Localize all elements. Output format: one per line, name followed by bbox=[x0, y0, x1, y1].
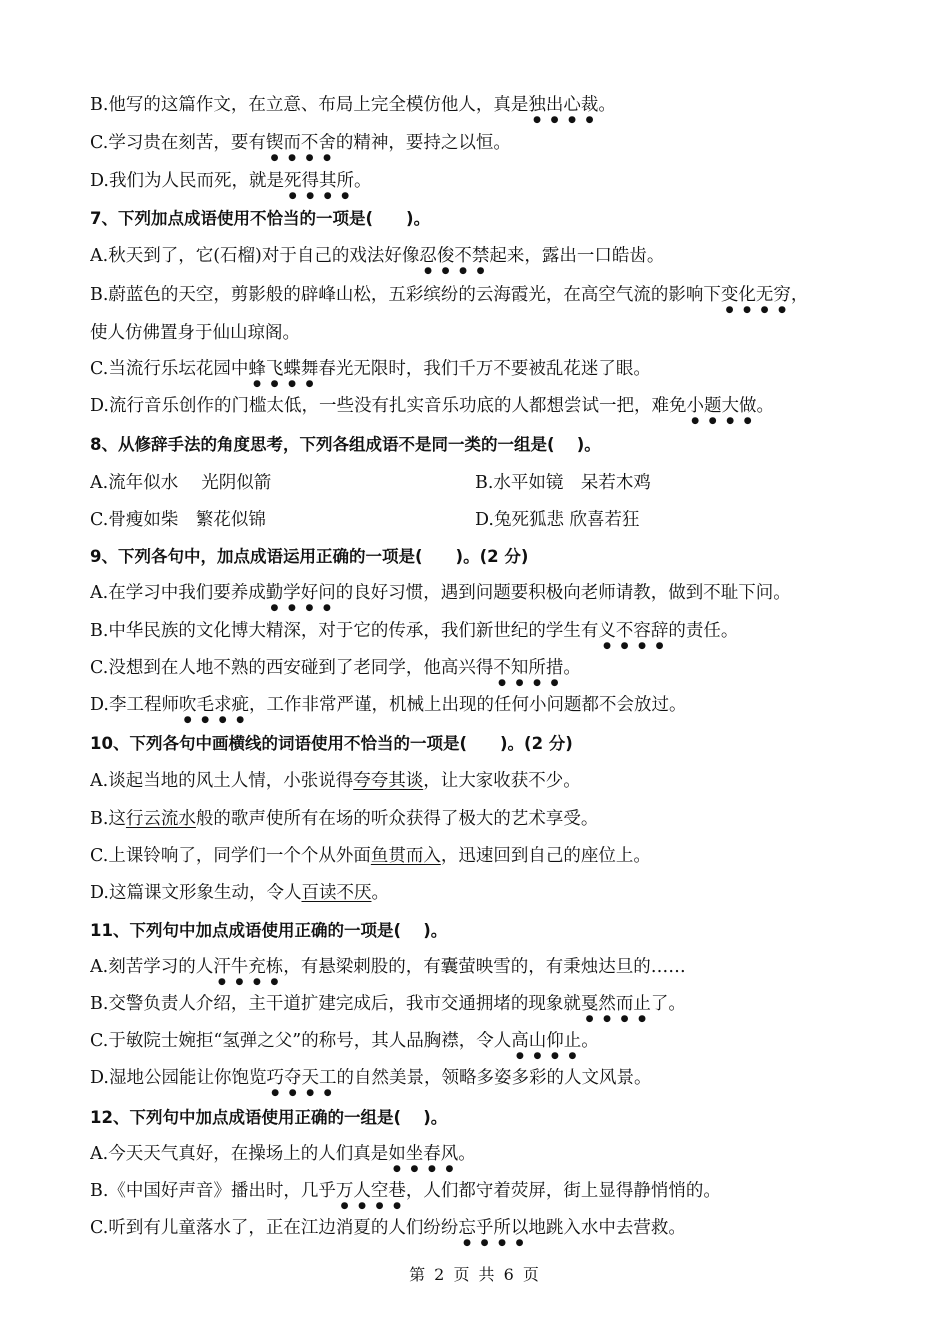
option-text: 。 bbox=[756, 396, 774, 416]
dotted-idiom: 万人空巷 bbox=[335, 1181, 406, 1201]
q12-stem: 12、下列句中加点成语使用正确的一组是( )。 bbox=[90, 1108, 448, 1127]
dotted-idiom: 忘乎所以 bbox=[458, 1218, 529, 1238]
dotted-idiom: 义不容辞 bbox=[598, 621, 669, 641]
q8-option-d: D.兔死狐悲 欣喜若狂 bbox=[475, 510, 640, 530]
option-text: 。 bbox=[371, 883, 389, 903]
option-text: 起来，露出一口皓齿。 bbox=[489, 246, 665, 266]
option-text: ，让大家收获不少。 bbox=[423, 771, 581, 791]
option-text: ，工作非常严谨，机械上出现的任何小问题都不会放过。 bbox=[248, 695, 687, 715]
option-text: C.没想到在人地不熟的西安碰到了老同学，他高兴得 bbox=[90, 658, 494, 678]
option-text: A.谈起当地的风土人情，小张说得 bbox=[90, 771, 354, 791]
q6-option-d bbox=[90, 168, 880, 201]
underlined-phrase: 夸夸其谈 bbox=[353, 771, 424, 791]
option-text: A.今天天气真好，在操场上的人们真是 bbox=[90, 1144, 389, 1164]
option-text: D.流行音乐创作的门槛太低，一些没有扎实音乐功底的人都想尝试一把，难免 bbox=[90, 396, 687, 416]
q11-option-c bbox=[90, 1028, 880, 1061]
q8-row-2 bbox=[90, 507, 880, 533]
q9-option-a bbox=[90, 580, 880, 613]
q7-option-d bbox=[90, 393, 880, 426]
q7-option-b-cont: 使人仿佛置身于仙山琼阁。 bbox=[90, 323, 300, 343]
q12-option-c bbox=[90, 1215, 880, 1248]
q11-stem: 11、下列句中加点成语使用正确的一项是( )。 bbox=[90, 921, 448, 940]
option-text: B.《中国好声音》播出时，几乎 bbox=[90, 1181, 336, 1201]
dotted-idiom: 变化无穷 bbox=[720, 285, 791, 305]
option-text: C.当流行乐坛花园中 bbox=[90, 359, 249, 379]
q9-option-b bbox=[90, 618, 880, 651]
q8-option-a: A.流年似水 光阴似箭 bbox=[90, 473, 272, 493]
underlined-phrase: 行云流水 bbox=[125, 809, 196, 829]
q8-option-c: C.骨瘦如柴 繁花似锦 bbox=[90, 510, 266, 530]
option-text: 。 bbox=[353, 171, 372, 191]
dotted-idiom: 巧夺天工 bbox=[266, 1068, 337, 1088]
q11-option-d bbox=[90, 1065, 880, 1098]
option-text: ，迅速回到自己的座位上。 bbox=[440, 846, 651, 866]
option-text: D.我们为人民而死，就是 bbox=[90, 171, 284, 191]
dotted-idiom: 死得其所 bbox=[283, 171, 354, 191]
dotted-idiom: 如坐春风 bbox=[388, 1144, 459, 1164]
option-text: 的精神，要持之以恒。 bbox=[335, 133, 511, 153]
q11-option-b bbox=[90, 991, 880, 1024]
option-text: D.李工程师 bbox=[90, 695, 179, 715]
q10-option-b bbox=[90, 806, 880, 832]
dotted-idiom: 吹毛求疵 bbox=[178, 695, 249, 715]
option-text: A.刻苦学习的人 bbox=[90, 957, 214, 977]
option-text: ， bbox=[790, 285, 809, 305]
q8-row-1 bbox=[90, 470, 880, 496]
dotted-idiom: 小题大做 bbox=[686, 396, 757, 416]
dotted-idiom: 独出心裁 bbox=[528, 95, 599, 115]
option-text: 的自然美景，领略多姿多彩的人文风景。 bbox=[336, 1068, 652, 1088]
option-text: 般的歌声使所有在场的听众获得了极大的艺术享受。 bbox=[195, 809, 599, 829]
q8-option-b: B.水平如镜 呆若木鸡 bbox=[475, 473, 651, 493]
q7-stem: 7、下列加点成语使用不恰当的一项是( )。 bbox=[90, 209, 431, 228]
option-text: 。 bbox=[458, 1144, 476, 1164]
dotted-idiom: 勤学好问 bbox=[265, 583, 336, 603]
q7-option-b bbox=[90, 282, 880, 315]
q9-option-c bbox=[90, 655, 880, 688]
option-text: C.上课铃响了，同学们一个个从外面 bbox=[90, 846, 371, 866]
dotted-idiom: 忍俊不禁 bbox=[419, 246, 490, 266]
q6-option-b bbox=[90, 92, 880, 125]
option-text: B.蔚蓝色的天空，剪影般的辟峰山松，五彩缤纷的云海霞光，在高空气流的影响下 bbox=[90, 285, 721, 305]
q10-option-c bbox=[90, 843, 880, 869]
option-text: 。 bbox=[581, 1031, 599, 1051]
dotted-idiom: 戛然而止 bbox=[580, 994, 651, 1014]
option-text: D.湿地公园能让你饱览 bbox=[90, 1068, 267, 1088]
q8-stem: 8、从修辞手法的角度思考，下列各组成语不是同一类的一组是( )。 bbox=[90, 435, 601, 454]
option-text: 的良好习惯，遇到问题要积极向老师请教，做到不耻下问。 bbox=[335, 583, 791, 603]
option-text: C.学习贵在刻苦，要有 bbox=[90, 133, 266, 153]
option-text: C.于敏院士婉拒“氢弹之父”的称号，其人品胸襟，令人 bbox=[90, 1031, 512, 1051]
option-text: A.在学习中我们要养成 bbox=[90, 583, 266, 603]
option-text: 。 bbox=[563, 658, 581, 678]
underlined-phrase: 鱼贯而入 bbox=[370, 846, 441, 866]
dotted-idiom: 蜂飞蝶舞 bbox=[248, 359, 319, 379]
option-text: 地跳入水中去营救。 bbox=[528, 1218, 686, 1238]
q11-option-a bbox=[90, 954, 880, 987]
option-text: 春光无限时，我们千万不要被乱花迷了眼。 bbox=[318, 359, 651, 379]
q7-option-a bbox=[90, 243, 880, 276]
option-text: B.中华民族的文化博大精深，对于它的传承，我们新世纪的学生有 bbox=[90, 621, 599, 641]
q10-option-a bbox=[90, 768, 880, 794]
option-text: B.交警负责人介绍，主干道扩建完成后，我市交通拥堵的现象就 bbox=[90, 994, 581, 1014]
q12-option-b bbox=[90, 1178, 880, 1211]
q12-option-a bbox=[90, 1141, 880, 1174]
q10-stem: 10、下列各句中画横线的词语使用不恰当的一项是( )。(2 分) bbox=[90, 734, 573, 753]
option-text: D.这篇课文形象生动，令人 bbox=[90, 883, 302, 903]
dotted-idiom: 锲而不舍 bbox=[265, 133, 336, 153]
option-text: 了。 bbox=[650, 994, 686, 1014]
option-text: 的责任。 bbox=[668, 621, 739, 641]
option-text: B.这 bbox=[90, 809, 126, 829]
q9-stem: 9、下列各句中，加点成语运用正确的一项是( )。(2 分) bbox=[90, 547, 529, 566]
dotted-idiom: 汗牛充栋 bbox=[213, 957, 284, 977]
option-text: A.秋天到了，它(石榴)对于自己的戏法好像 bbox=[90, 246, 420, 266]
q10-option-d bbox=[90, 880, 880, 906]
option-text: 。 bbox=[598, 95, 616, 115]
option-text: ，人们都守着荧屏，街上显得静悄悄的。 bbox=[405, 1181, 721, 1201]
underlined-phrase: 百读不厌 bbox=[301, 883, 372, 903]
dotted-idiom: 不知所措 bbox=[493, 658, 564, 678]
dotted-idiom: 高山仰止 bbox=[511, 1031, 582, 1051]
q7-option-c bbox=[90, 356, 880, 389]
option-text: ，有悬梁刺股的，有囊萤映雪的，有秉烛达旦的…… bbox=[283, 957, 686, 977]
q9-option-d bbox=[90, 692, 880, 725]
option-text: C.听到有儿童落水了，正在江边消夏的人们纷纷 bbox=[90, 1218, 459, 1238]
option-text: B.他写的这篇作文，在立意、布局上完全模仿他人，真是 bbox=[90, 95, 529, 115]
page-footer: 第 2 页 共 6 页 bbox=[409, 1265, 541, 1284]
q6-option-c bbox=[90, 130, 880, 163]
